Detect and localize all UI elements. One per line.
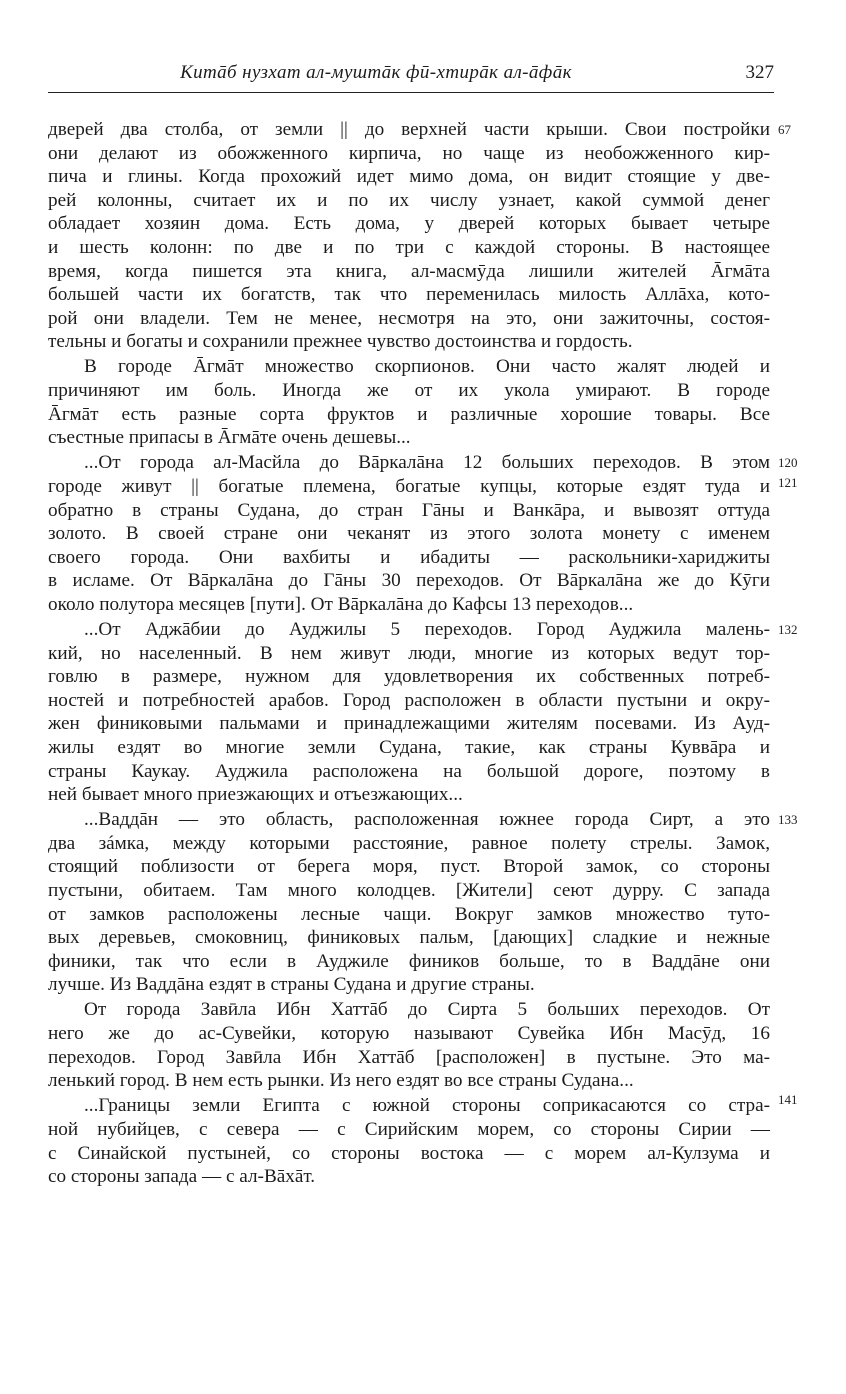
paragraph [48,808,798,997]
line-text: говлю в размере, нужном для удовлетворения их собственных потреб- [48,666,770,688]
text-line [48,426,770,450]
paragraph [48,998,770,1092]
line-text: лучше. Из Ваддāна ездят в страны Судана и другие страны. [48,974,535,996]
text-line [48,546,770,570]
text-line [48,165,770,189]
text-line [48,283,770,307]
text-line [48,118,791,142]
line-text: и шесть колонн: по две и по три с каждой стороны. В настоящее [48,236,770,258]
line-text: него же до ас-Сувейки, которую называют Сувейка Ибн Масӯд, 16 [48,1023,770,1045]
text-line [48,522,770,546]
text-line [48,499,770,523]
text-line [48,926,770,950]
line-text: пича и глины. Когда прохожий идет мимо дома, он видит стоящие у две- [48,166,770,188]
line-text: около полутора месяцев [пути]. От Вāркалāна до Кафсы 13 переходов... [48,593,634,615]
text-line [48,403,770,427]
text-line [48,593,770,617]
paragraph [48,355,770,449]
line-text: причиняют им боль. Иногда же от их укола умирают. В городе [48,380,770,402]
line-text: два зáмка, между которыми расстояние, равное полету стрелы. Замок, [48,832,770,854]
paragraph [48,1092,798,1188]
running-header [48,62,774,93]
line-text: ленький город. В нем есть рынки. Из него ездят во все страны Судана... [48,1070,634,1092]
text-line [48,736,770,760]
text-line [48,618,798,642]
text-line [48,1046,770,1070]
text-line [48,451,798,475]
text-line [48,212,770,236]
text-line [48,998,770,1022]
line-text: страны Каукау. Ауджила расположена на большой дороге, поэтому в [48,760,770,782]
line-text: рой они владели. Тем не менее, несмотря на это, они зажиточны, состоя- [48,307,770,329]
marginal-number: 67 [778,122,791,137]
paragraph [48,451,798,616]
body-text [48,118,798,1190]
text-line [48,236,770,260]
line-text: городе живут || богатые племена, богатые купцы, которые ездят туда и [48,475,770,497]
text-line [48,307,770,331]
text-line [48,642,770,666]
page-number: 327 [745,62,774,83]
marginal-number: 132 [778,621,798,637]
line-text: с Синайской пустыней, со стороны востока — с морем ал-Кулзума и [48,1142,770,1164]
line-text: вых деревьев, смоковниц, финиковых пальм, [дающих] сладкие и нежные [48,927,770,949]
line-text: ...Границы земли Египта с южной стороны соприкасаются со стра- [84,1095,770,1117]
text-line [48,950,770,974]
running-title: Китāб нузхат ал-муштāк фӣ-хтирāк ал-āфāк [180,62,572,83]
text-line [48,1092,798,1118]
text-line [48,712,770,736]
text-line [48,760,770,784]
line-text: ней бывает много приезжающих и отъезжающих... [48,784,463,806]
line-text: жен финиковыми пальмами и принадлежащими жителям посевами. Из Ауд- [48,713,770,735]
text-line [48,1142,770,1166]
line-text: ностей и потребностей арабов. Город расположен в области пустыни и окру- [48,689,770,711]
text-line [48,474,798,499]
marginal-number: 120 [778,455,798,471]
line-text: своего города. Они вахбиты и ибадиты — раскольники-хариджиты [48,546,770,568]
line-text: переходов. Город Завӣла Ибн Хаттāб [расположен] в пустыне. Это ма- [48,1046,770,1068]
text-line [48,355,770,379]
line-text: Āгмāт есть разные сорта фруктов и различные хорошие товары. Все [48,403,770,425]
text-line [48,855,770,879]
text-line [48,689,770,713]
text-line [48,1165,770,1189]
line-text: стоящий поблизости от берега моря, пуст. Второй замок, со стороны [48,856,770,878]
text-line [48,189,770,213]
line-text: В городе Āгмāт множество скорпионов. Они часто жалят людей и [84,356,770,378]
line-text: время, когда пишется эта книга, ал-масмӯда лишили жителей Āгмāта [48,260,770,282]
text-line [48,330,770,354]
marginal-number: 133 [778,812,798,828]
line-text: золото. В своей стране они чеканят из этого золота монету с именем [48,523,770,545]
text-line [48,1069,770,1093]
text-line [48,879,770,903]
line-text: кий, но населенный. В нем живут люди, многие из которых ведут тор- [48,642,770,664]
text-line [48,808,798,832]
text-line [48,379,770,403]
line-text: дверей два столба, от земли || до верхней части крыши. Свои постройки [48,119,770,140]
line-text: пустыни, обитаем. Там много колодцев. [Жители] сеют дурру. С запада [48,880,770,901]
line-text: в исламе. От Вāркалāна до Гāны 30 переходов. От Вāркалāна же до Кӯги [48,570,770,592]
line-text: со стороны запада — с ал-Вāхāт. [48,1166,316,1188]
text-line [48,973,770,997]
line-text: тельны и богаты и сохранили прежнее чувство достоинства и гордость. [48,331,633,353]
text-line [48,832,770,856]
text-line [48,665,770,689]
text-line [48,569,770,593]
line-text: рей колонны, считает их и по их числу узнает, какой суммой денег [48,189,770,211]
text-line [48,1118,770,1142]
text-line [48,783,770,807]
text-line [48,142,770,166]
paragraph [48,118,791,354]
text-line [48,260,770,284]
line-text: ...От города ал-Масйла до Вāркалāна 12 больших переходов. В этом [84,452,770,474]
line-text: большей части их богатств, так что переменилась милость Аллāха, кото- [48,284,770,306]
line-text: они делают из обожженного кирпича, но чаще из необожженного кир- [48,142,770,164]
line-text: обратно в страны Судана, до стран Гāны и Ванкāра, и вывозят оттуда [48,499,770,521]
paragraph [48,618,798,807]
line-text: от замков расположены лесные чащи. Вокруг замков множество туто- [48,903,770,925]
line-text: От города Завӣла Ибн Хаттāб до Сирта 5 больших переходов. От [84,999,770,1021]
line-text: финики, так что если в Ауджиле фиников больше, то в Ваддāне они [48,950,770,972]
line-text: обладает хозяин дома. Есть дома, у дверей которых бывает четыре [48,213,770,235]
line-text: ...От Аджāбии до Ауджилы 5 переходов. Город Ауджила малень- [84,618,770,640]
line-text: жилы ездят во многие земли Судана, такие, как страны Куввāра и [48,736,770,758]
marginal-number: 121 [778,474,798,490]
text-line [48,1022,770,1046]
marginal-number: 141 [778,1092,798,1108]
line-text: ной нубийцев, с севера — с Сирийским морем, со стороны Сирии — [48,1118,770,1140]
line-text: ...Ваддāн — это область, расположенная южнее города Сирт, а это [84,809,770,831]
text-line [48,903,770,927]
line-text: съестные припасы в Āгмāте очень дешевы... [48,427,411,449]
